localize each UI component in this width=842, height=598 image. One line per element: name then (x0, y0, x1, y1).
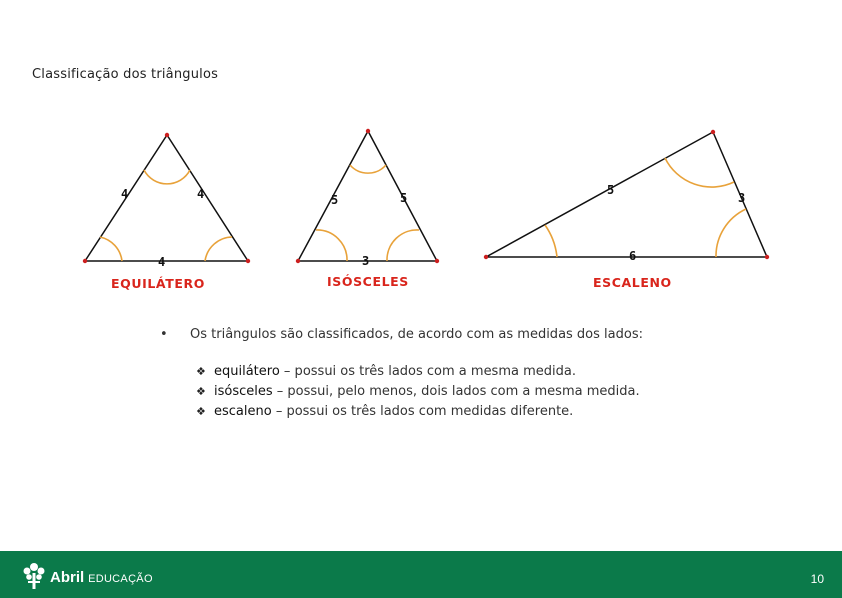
item-description: – possui os três lados com a mesma medida. (279, 364, 576, 379)
side-label: 4 (121, 187, 129, 201)
footer-bar (0, 551, 842, 598)
triangle-name-label: ISÓSCELES (327, 274, 409, 289)
triangles-figure (60, 118, 790, 303)
diamond-bullet-icon: ❖ (196, 405, 206, 418)
list-item (196, 362, 640, 382)
scalene-triangle (484, 130, 769, 290)
brand-name: Abril (50, 569, 85, 586)
item-term: isósceles (214, 384, 273, 399)
list-item (196, 382, 640, 402)
brand-sub: EDUCAÇÃO (88, 573, 153, 585)
diamond-bullet-icon: ❖ (196, 365, 206, 378)
side-label: 3 (738, 191, 746, 205)
isosceles-triangle (296, 129, 439, 289)
tree-icon (22, 561, 46, 589)
triangle-name-label: EQUILÁTERO (111, 276, 205, 291)
item-term: equilátero (214, 364, 280, 379)
side-label: 5 (400, 191, 408, 205)
diamond-bullet-icon: ❖ (196, 385, 206, 398)
side-label: 4 (158, 255, 166, 269)
intro-text: Os triângulos são classificados, de acordo com as medidas dos lados: (190, 327, 643, 342)
side-label: 5 (607, 183, 615, 197)
bullet-marker: • (160, 327, 168, 342)
intro-bullet (160, 327, 643, 342)
page-title: Classificação dos triângulos (32, 67, 219, 82)
side-label: 5 (331, 193, 339, 207)
item-description: – possui, pelo menos, dois lados com a mesma medida. (272, 384, 640, 399)
side-label: 3 (362, 254, 370, 268)
abril-logo (22, 561, 153, 589)
equilateral-triangle (83, 133, 250, 291)
list-item (196, 402, 640, 422)
item-term: escaleno (214, 404, 272, 419)
side-label: 4 (197, 187, 205, 201)
triangle-name-label: ESCALENO (593, 275, 672, 290)
classification-list (196, 362, 640, 422)
item-description: – possui os três lados com medidas diferente. (271, 404, 574, 419)
page-number: 10 (810, 572, 824, 586)
side-label: 6 (629, 249, 637, 263)
